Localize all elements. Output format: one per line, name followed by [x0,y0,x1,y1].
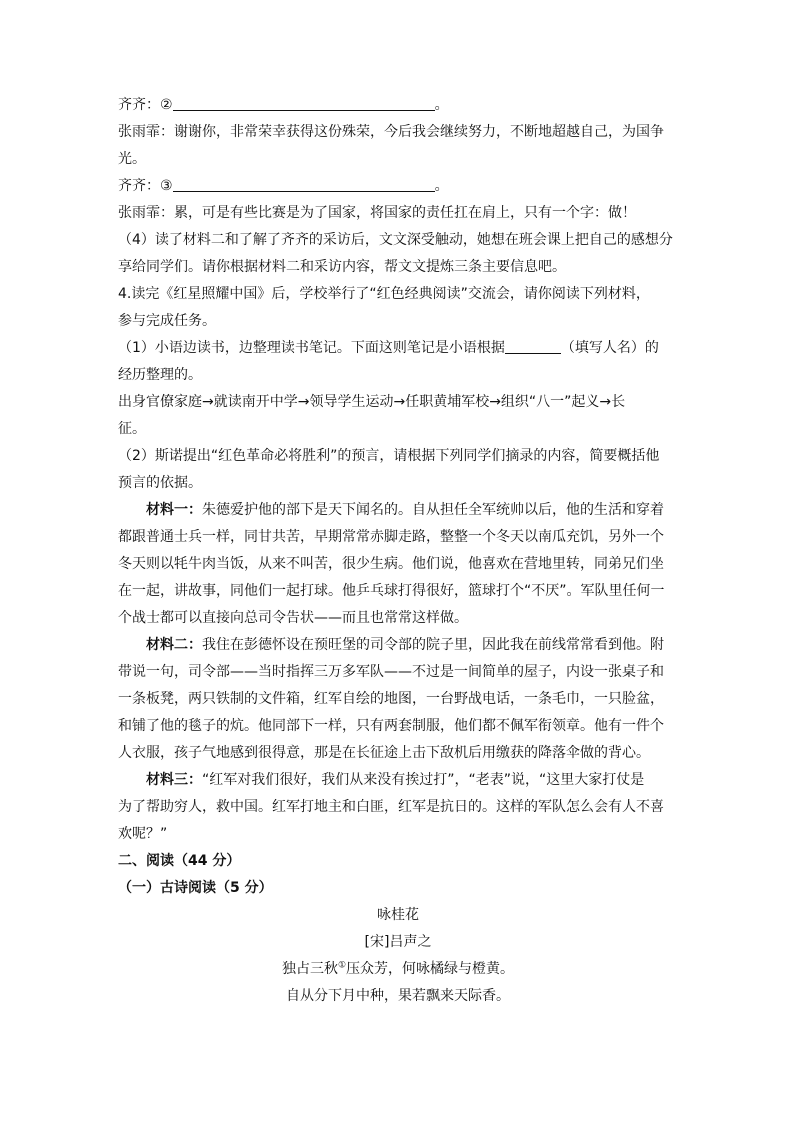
text-line: 参与完成任务。 [118,313,216,329]
speaker-qiqi: 齐齐：③ [118,178,173,194]
text-fragment: （1）小语边读书，边整理读书笔记。下面这则笔记是小语根据 [118,340,505,356]
subsection-heading: （一）古诗阅读（5 分） [118,880,273,896]
text-fragment: 我住在彭德怀设在预旺堡的司令部的院子里，因此我在前线常常看到他。附 [202,637,664,653]
text-line: 张雨霏：谢谢你，非常荣幸获得这份殊荣，今后我会继续努力，不断地超越自己，为国争 [118,124,664,140]
material-2-line [118,632,678,659]
text-line: 在一起，讲故事，同他们一起打球。他乒乓球打得很好，篮球打个“不厌”。军队里任何一 [118,583,665,599]
text-line [118,92,678,119]
text-line: 张雨霏：累，可是有些比赛是为了国家，将国家的责任扛在肩上，只有一个字：做！ [118,205,636,221]
text-fragment: 独占三秋 [281,961,338,977]
poem-line-2: 自从分下月中种，果若飘来天际香。 [286,988,510,1004]
material-label: 材料三： [146,772,202,788]
text-fragment: 压众芳，何咏橘绿与橙黄。 [346,961,515,977]
text-line: 个战士都可以直接向总司令告状——而且也常常这样做。 [118,610,468,626]
poem-title: 咏桂花 [377,907,419,923]
name-blank[interactable] [505,337,561,354]
timeline-line: 出身官僚家庭→就读南开中学→领导学生运动→任职黄埔军校→组织“八一”起义→长 [118,394,626,410]
text-line [118,173,678,200]
text-fragment: 。 [434,97,449,113]
text-line: 都跟普通士兵一样，同甘共苦，早期常常赤脚走路，整整一个冬天以南瓜充饥，另外一个 [118,529,664,545]
material-1-line [118,497,678,524]
text-line: 欢呢？” [118,826,168,842]
poem-author: [宋]吕声之 [364,934,432,950]
question-4-line: 4.读完《红星照耀中国》后，学校举行了“红色经典阅读”交流会，请你阅读下列材料， [118,286,650,302]
text-line: 为了帮助穷人，救中国。红军打地主和白匪，红军是抗日的。这样的军队怎么会有人不喜 [118,799,664,815]
text-line: 和铺了他的毯子的炕。他同部下一样，只有两套制服，他们都不佩军衔领章。他有一件个 [118,718,664,734]
text-line: 一条板凳，两只铁制的文件箱，红军自绘的地图，一台野战电话，一条毛巾，一只脸盆， [118,691,664,707]
text-line: 预言的依据。 [118,475,202,491]
text-line: 光。 [118,151,146,167]
text-line: 征。 [118,421,146,437]
question-4-2-line: （2）斯诺提出“红色革命必将胜利”的预言，请根据下列同学们摘录的内容，简要概括他 [118,448,660,464]
answer-blank-2[interactable] [173,94,435,111]
text-fragment: （填写人名）的 [560,340,659,356]
material-label: 材料一： [146,502,202,518]
text-fragment: “红军对我们很好，我们从来没有挨过打”，“老表”说，“这里大家打仗是 [202,772,645,788]
material-3-line [118,767,678,794]
text-line: 冬天则以牦牛肉当饭，从来不叫苦，很少生病。他们说，他喜欢在营地里转，同弟兄们坐 [118,556,664,572]
question-4-1-line [118,335,678,362]
footnote-marker: ① [337,960,347,971]
text-line: 经历整理的。 [118,367,202,383]
speaker-qiqi: 齐齐：② [118,97,173,113]
document-page [118,92,678,1010]
text-fragment: 朱德爱护他的部下是天下闻名的。自从担任全军统帅以后，他的生活和穿着 [202,502,664,518]
poem-line-1 [118,956,678,983]
material-label: 材料二： [146,637,202,653]
text-fragment: 。 [434,178,449,194]
section-heading: 二、阅读（44 分） [118,853,241,869]
text-line: 人衣服，孩子气地感到很得意，那是在长征途上击下敌机后用缴获的降落伞做的背心。 [118,745,650,761]
answer-blank-3[interactable] [173,175,435,192]
text-line: 享给同学们。请你根据材料二和采访内容，帮文文提炼三条主要信息吧。 [118,259,566,275]
text-line: 带说一句，司令部——当时指挥三万多军队——不过是一间简单的屋子，内设一张桌子和 [118,664,664,680]
question-4-4-line: （4）读了材料二和了解了齐齐的采访后，文文深受触动，她想在班会课上把自己的感想分 [118,232,673,248]
